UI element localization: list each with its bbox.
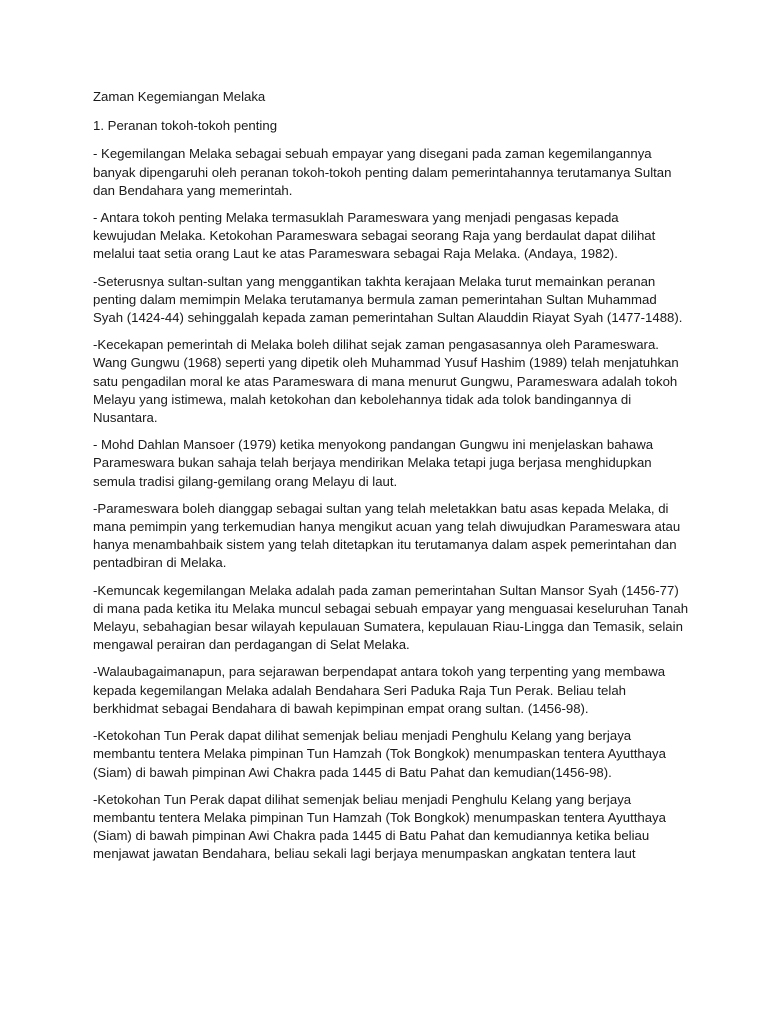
paragraph-line: - Kegemilangan Melaka sebagai sebuah empayar yang disegani pada zaman kegemilangannya (93, 146, 652, 162)
paragraph-line: dan Bendahara yang memerintah. (93, 182, 293, 198)
document-title: Zaman Kegemiangan Melaka (93, 89, 266, 104)
paragraph-line: (Siam) di bawah pimpinan Awi Chakra pada 1445 di Batu Pahat dan kemudian(1456-98). (93, 764, 612, 780)
paragraph-line: -Kecekapan pemerintah di Melaka boleh dilihat sejak zaman pengasasannya oleh Parameswara. (93, 337, 659, 353)
paragraph-line: - Antara tokoh penting Melaka termasuklah Parameswara yang menjadi pengasas kepada (93, 210, 619, 226)
paragraph (93, 209, 683, 264)
paragraph (93, 791, 683, 864)
paragraph-line: membantu tentera Melaka pimpinan Tun Hamzah (Tok Bongkok) menumpaskan tentera Ayutthaya (93, 746, 666, 762)
section-heading: 1. Peranan tokoh-tokoh penting (93, 118, 278, 134)
paragraph (93, 436, 683, 491)
paragraph-line: - Mohd Dahlan Mansoer (1979) ketika menyokong pandangan Gungwu ini menjelaskan bahawa (93, 437, 654, 453)
paragraph-line: membantu tentera Melaka pimpinan Tun Hamzah (Tok Bongkok) menumpaskan tentera Ayutthaya (93, 809, 666, 825)
paragraph-line: banyak dipengaruhi oleh peranan tokoh-tokoh penting dalam pemerintahannya terutamanya Sultan (93, 164, 672, 180)
paragraph-line: Wang Gungwu (1968) seperti yang dipetik oleh Muhammad Yusuf Hashim (1989) telah menjatuhkan (93, 355, 679, 371)
paragraph-line: satu pengadilan moral ke atas Parameswara di mana menurut Gungwu, Parameswara adalah tokoh (93, 373, 678, 389)
paragraph-line: Syah (1424-44) sehinggalah kepada zaman pemerintahan Sultan Alauddin Riayat Syah (1477-1488). (93, 310, 683, 326)
paragraph-line: mana pemimpin yang terkemudian hanya mengikut acuan yang telah diwujudkan Parameswara atau (93, 519, 681, 535)
paragraph (93, 582, 689, 655)
paragraph-list (93, 145, 689, 863)
paragraph-line: (Siam) di bawah pimpinan Awi Chakra pada 1445 di Batu Pahat dan kemudiannya ketika beliau (93, 828, 650, 844)
paragraph (93, 727, 683, 782)
paragraph (93, 336, 683, 427)
paragraph-line: melalui taat setia orang Laut ke atas Parameswara sebagai Raja Melaka. (Andaya, 1982). (93, 246, 618, 262)
paragraph-line: -Kemuncak kegemilangan Melaka adalah pada zaman pemerintahan Sultan Mansor Syah (1456-77) (93, 582, 679, 598)
paragraph-line: kewujudan Melaka. Ketokohan Parameswara sebagai seorang Raja yang berdaulat dapat dilihat (93, 228, 656, 244)
paragraph-line: mengawal perairan dan perdagangan di Selat Melaka. (93, 637, 410, 653)
paragraph (93, 145, 683, 200)
paragraph-line: semula tradisi gilang-gemilang orang Melayu di laut. (93, 473, 398, 489)
paragraph-line: -Ketokohan Tun Perak dapat dilihat semenjak beliau menjadi Penghulu Kelang yang berjaya (93, 791, 632, 807)
paragraph-line: penting dalam memimpin Melaka terutamanya bermula zaman pemerintahan Sultan Muhammad (93, 291, 657, 307)
paragraph-line: -Seterusnya sultan-sultan yang menggantikan takhta kerajaan Melaka turut memainkan peranan (93, 273, 656, 289)
document-body (93, 88, 689, 873)
paragraph-line: Melayu, sebahagian besar wilayah kepulauan Sumatera, kepulauan Riau-Lingga dan Temasik, selain (93, 619, 683, 635)
paragraph-line: Nusantara. (93, 410, 158, 426)
paragraph-line: menjawat jawatan Bendahara, beliau sekali lagi berjaya menumpaskan angkatan tentera laut (93, 846, 636, 862)
paragraph-line: Parameswara bukan sahaja telah berjaya mendirikan Melaka tetapi juga berjasa menghidupkan (93, 455, 652, 471)
paragraph-line: Melayu yang istimewa, malah ketokohan dan kebolehannya tidak ada tolok bandingannya di (93, 391, 632, 407)
paragraph-line: kepada kegemilangan Melaka adalah Bendahara Seri Paduka Raja Tun Perak. Beliau telah (93, 682, 626, 698)
paragraph-line: pentadbiran di Melaka. (93, 555, 227, 571)
paragraph (93, 273, 683, 328)
paragraph-line: berkhidmat sebagai Bendahara di bawah kepimpinan empat orang sultan. (1456-98). (93, 700, 589, 716)
paragraph-line: -Ketokohan Tun Perak dapat dilihat semenjak beliau menjadi Penghulu Kelang yang berjaya (93, 728, 632, 744)
paragraph-line: -Walaubagaimanapun, para sejarawan berpendapat antara tokoh yang terpenting yang membawa (93, 664, 666, 680)
paragraph (93, 663, 683, 718)
paragraph-line: hanya menambahbaik sistem yang telah ditetapkan itu terutamanya dalam aspek pemerintahan dan (93, 537, 677, 553)
paragraph (93, 500, 683, 573)
paragraph-line: di mana pada ketika itu Melaka muncul sebagai sebuah empayar yang menguasai keseluruhan Tanah (93, 600, 689, 616)
paragraph-line: -Parameswara boleh dianggap sebagai sultan yang telah meletakkan batu asas kepada Melaka, di (93, 500, 669, 516)
